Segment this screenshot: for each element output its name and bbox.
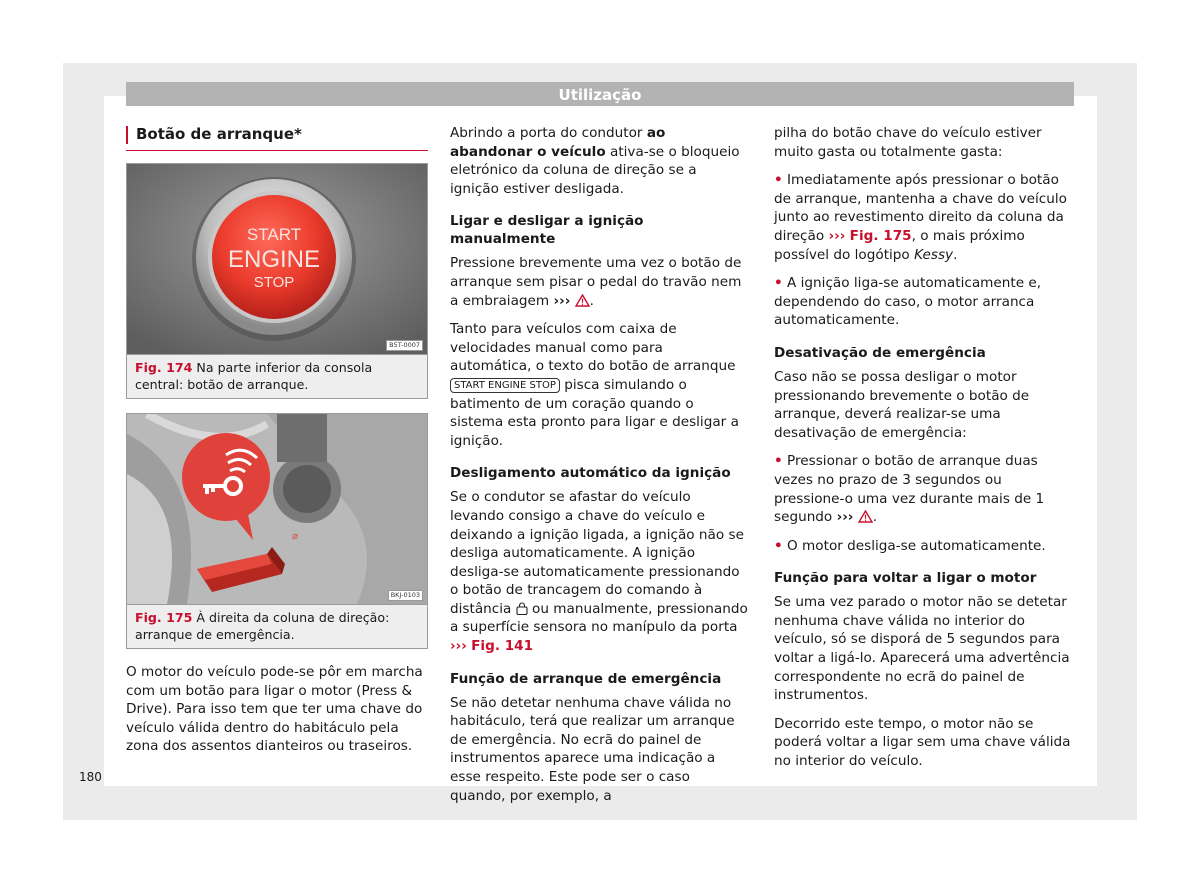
column-3 — [774, 124, 1074, 781]
text: Imediatamente após pressionar o botão de arranque, mantenha a chave do veículo junto ao revestimento direito da coluna da direção — [774, 172, 1067, 244]
button-text-stop: STOP — [253, 274, 295, 291]
heading-auto-off: Desligamento automático da ignição — [450, 465, 731, 482]
chevron-arrows-icon[interactable]: ››› — [450, 638, 467, 655]
fig-141-link[interactable]: Fig. 141 — [471, 638, 534, 655]
bullet-item — [774, 274, 1074, 330]
text: O motor desliga-se automaticamente. — [787, 537, 1046, 554]
paragraph-restart-1: Se uma vez parado o motor não se detetar nenhuma chave válida no interior do veículo, só se disporá de 5 segundos para voltar a ligá-lo. Aparecerá uma advertência correspondente no ecrã do painel de instrumentos. — [774, 594, 1070, 704]
paragraph-continuation: pilha do botão chave do veículo estiver muito gasta ou totalmente gasta: — [774, 125, 1042, 160]
text: , o mais próximo possível do logótipo — [774, 227, 1025, 263]
bullet-icon: • — [774, 537, 783, 554]
chevron-arrows-icon[interactable]: ››› — [836, 509, 854, 526]
bullet-icon: • — [774, 275, 783, 292]
figure-caption — [127, 604, 427, 648]
text: Tanto para veículos com caixa de velocidades manual como para automática, o texto do botão de arranque — [450, 321, 736, 375]
text: Pressione brevemente uma vez o botão de arranque sem pisar o pedal do travão nem a embraiagem — [450, 255, 742, 309]
caption-text: À direita da coluna de direção: arranque de emergência. — [135, 610, 390, 642]
page-number: 180 — [79, 770, 102, 784]
warning-triangle-icon — [575, 294, 590, 307]
caption-label: Fig. 174 — [135, 360, 193, 375]
paragraph-deactivation: Caso não se possa desligar o motor pressionando brevemente o botão de arranque, deverá realizar-se uma desativação de emergência: — [774, 368, 1030, 441]
text: Pressionar o botão de arranque duas vezes no prazo de 3 segundos ou pressione-o uma vez durante mais de 1 segundo — [774, 453, 1045, 526]
section-title: Botão de arranque* — [126, 124, 428, 151]
bullet-item: • Pressionar o botão de arranque duas vezes no prazo de 3 segundos ou pressione-o uma vez durante mais de 1 segundo ››› . — [774, 453, 1045, 526]
bullet-item: • Imediatamente após pressionar o botão de arranque, mantenha a chave do veículo junto ao revestimento direito da coluna da direção ››› Fig. 175, o mais próximo possível do logótipo Kessy. — [774, 172, 1067, 263]
kessy-text: Kessy — [914, 246, 954, 263]
text: ou manualmente, pressionando a superfície sensora no manípulo da porta — [450, 600, 748, 636]
warning-triangle-icon — [858, 510, 873, 523]
text: Se o condutor se afastar do veículo levando consigo a chave do veículo e deixando a ignição ligada, a ignição não se desliga automaticamente. A ignição desliga-se automaticamente pressionando o botão de trancagem do comando à distância — [450, 489, 744, 617]
caption-label: Fig. 175 — [135, 610, 193, 625]
lock-icon — [516, 602, 528, 615]
column-1 — [126, 124, 428, 766]
text: pisca simulando o batimento de um coração quando o sistema esta pronto para ligar e desligar a ignição. — [450, 376, 739, 449]
bullet-icon: • — [774, 172, 783, 189]
emphasis: ao abandonar o veículo — [450, 125, 666, 160]
intro-paragraph: O motor do veículo pode-se pôr em marcha com um botão para ligar o motor (Press & Drive). Para isso tem que ter uma chave do veículo válida dentro do habitáculo pela zona dos assentos dianteiros ou traseiros. — [126, 664, 423, 755]
column-2 — [450, 124, 748, 815]
bullet-icon: • — [774, 453, 783, 470]
fig-175-link[interactable]: Fig. 175 — [849, 227, 912, 244]
paragraph-auto-off — [450, 488, 748, 655]
paragraph-emergency-start: Se não detetar nenhuma chave válida no habitáculo, terá que realizar um arranque de emergência. No ecrã do painel de instrumentos aparece uma indicação a esse respeito. Este pode ser o caso quando, por exemplo, a — [450, 694, 735, 804]
paragraph-lock — [450, 124, 748, 198]
svg-text:⌀: ⌀ — [292, 531, 299, 542]
chevron-arrows-icon[interactable]: ››› — [553, 292, 571, 309]
chapter-header: Utilização — [126, 82, 1074, 106]
emergency-start-image — [127, 414, 427, 604]
button-text-start: START — [246, 225, 302, 244]
start-engine-stop-key: START ENGINE STOP — [450, 378, 560, 393]
text: Abrindo a porta do condutor — [450, 125, 647, 141]
paragraph-auto — [450, 320, 748, 450]
bullet-item — [774, 537, 1074, 556]
caption-text: Na parte inferior da consola central: botão de arranque. — [135, 360, 373, 392]
heading-restart: Função para voltar a ligar o motor — [774, 570, 1037, 587]
start-button-image — [127, 164, 427, 354]
text: A ignição liga-se automaticamente e, dependendo do caso, o motor arranca automaticamente. — [774, 275, 1042, 329]
heading-deactivation: Desativação de emergência — [774, 344, 986, 361]
figure-code: B5T-0007 — [386, 340, 423, 351]
figure-caption — [127, 354, 427, 398]
figure-code: BKJ-0103 — [388, 590, 423, 601]
paragraph-manual: Pressione brevemente uma vez o botão de arranque sem pisar o pedal do travão nem a embraiagem ››› . — [450, 255, 742, 309]
heading-manual: Ligar e desligar a ignição manualmente — [450, 213, 644, 248]
button-text-engine: ENGINE — [227, 246, 321, 273]
text: ativa-se o bloqueio eletrónico da coluna de direção se a ignição estiver desligada. — [450, 143, 740, 197]
paragraph-restart-2: Decorrido este tempo, o motor não se poderá voltar a ligar sem uma chave válida no interior do veículo. — [774, 715, 1071, 770]
heading-emergency-start: Função de arranque de emergência — [450, 670, 722, 687]
figure-174 — [126, 163, 428, 399]
chevron-arrows-icon[interactable]: ››› — [828, 227, 846, 244]
figure-175 — [126, 413, 428, 649]
